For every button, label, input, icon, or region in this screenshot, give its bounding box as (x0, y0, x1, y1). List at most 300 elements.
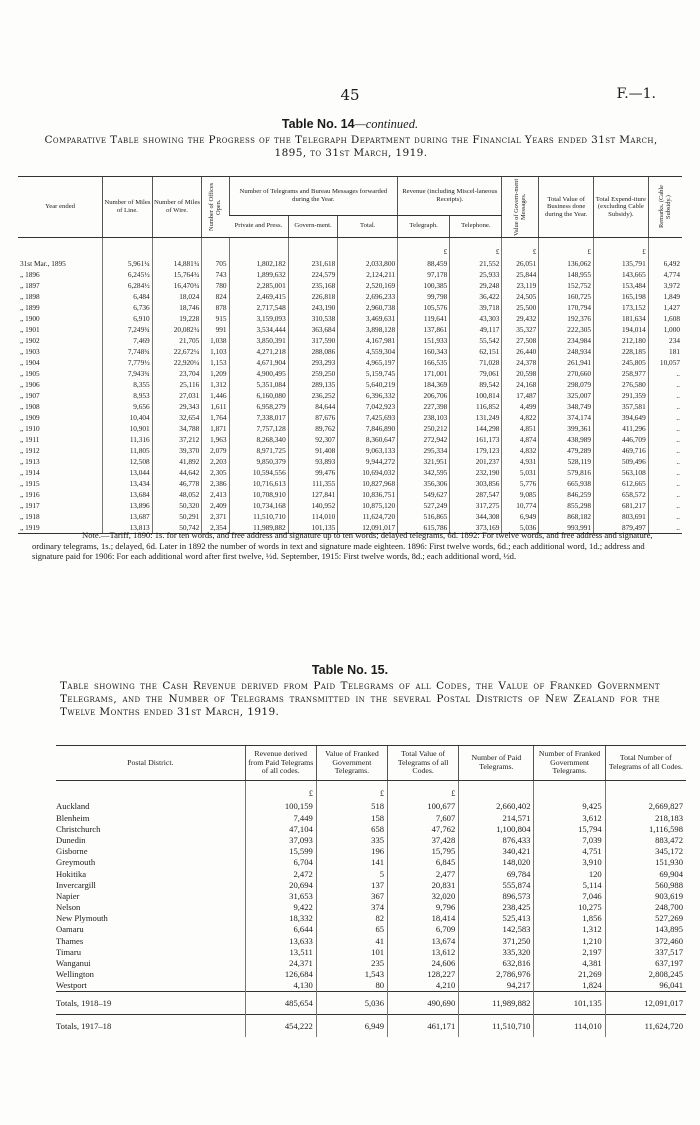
table-cell: 7,469 (103, 335, 153, 346)
col-paid-number: Number of Paid Telegrams. (459, 746, 534, 781)
table-row (18, 467, 682, 478)
table-cell: 114,010 (288, 511, 338, 522)
table-cell: 206,706 (398, 390, 450, 401)
table-cell: 137,861 (398, 324, 450, 335)
table-cell: 10,708,910 (229, 489, 288, 500)
table-cell: 3,898,128 (338, 324, 398, 335)
table-cell: 3,534,444 (229, 324, 288, 335)
units-row (56, 780, 686, 801)
totals-cell: 454,222 (245, 1014, 316, 1037)
table-cell: 563,108 (594, 467, 649, 478)
table-cell: 46,778 (152, 478, 202, 489)
table-cell: 2,413 (202, 489, 229, 500)
table-cell: 4,210 (388, 980, 459, 992)
table-cell: 111,355 (288, 478, 338, 489)
table-cell: 509,496 (594, 456, 649, 467)
table-cell: 32,020 (388, 890, 459, 901)
table-cell: 1,103 (202, 346, 229, 357)
table-cell: 13,612 (388, 946, 459, 957)
table-cell: 6,704 (245, 857, 316, 868)
table-cell: .. (648, 467, 682, 478)
totals-row (56, 991, 686, 1014)
table-cell: 345,172 (605, 846, 686, 857)
totals-cell: 6,949 (316, 1014, 387, 1037)
table-cell: 35,327 (502, 324, 539, 335)
table-cell: 7,425,693 (338, 412, 398, 423)
page-number: 45 (340, 86, 360, 104)
table-row (18, 401, 682, 412)
table-cell: 363,684 (288, 324, 338, 335)
table-row (56, 823, 686, 834)
table-cell: 13,674 (388, 935, 459, 946)
table-cell: 91,408 (288, 445, 338, 456)
table-cell: 4,271,218 (229, 346, 288, 357)
table-cell: .. (648, 478, 682, 489)
totals-cell: 114,010 (534, 1014, 605, 1037)
col-total-value: Total Value of Telegrams of all Codes. (388, 746, 459, 781)
unit: £ (245, 780, 316, 801)
table-cell: 321,951 (398, 456, 450, 467)
table-row (18, 423, 682, 434)
table-cell: 24,505 (502, 291, 539, 302)
table-cell: „ 1897 (20, 281, 40, 290)
table-cell: 214,571 (459, 812, 534, 823)
table15-caption: Table showing the Cash Revenue derived from Paid Telegrams of all Codes, the Value of Franked Government Telegrams, and the Number of Telegrams transmitted in the several Postal Districts of New Zealand for the Twelve Months ended 31st March, 1919. (60, 680, 660, 718)
table-cell: 100,814 (450, 390, 502, 401)
table-cell: „ 1907 (20, 391, 40, 400)
table-cell: 303,856 (450, 478, 502, 489)
table-cell: 2,033,800 (338, 258, 398, 269)
table-cell: 1,543 (316, 969, 387, 980)
table-cell: 8,971,725 (229, 445, 288, 456)
table-cell: 705 (202, 258, 229, 269)
table-cell: 10,275 (534, 901, 605, 912)
table-row (18, 313, 682, 324)
table-cell: 166,535 (398, 357, 450, 368)
table-cell: „ 1899 (20, 303, 40, 312)
table-cell: 135,791 (594, 258, 649, 269)
table-cell: 93,893 (288, 456, 338, 467)
table-cell: 261,941 (539, 357, 594, 368)
table-cell: 780 (202, 280, 229, 291)
table-cell: 23,119 (502, 280, 539, 291)
totals-cell: 11,624,720 (605, 1014, 686, 1037)
table-cell: 374,174 (539, 412, 594, 423)
table-cell: 238,103 (398, 412, 450, 423)
col-telegrams-group: Number of Telegrams and Bureau Messages forwarded during the Year. (229, 177, 398, 216)
table-cell: 579,816 (539, 467, 594, 478)
table-cell: 15,795 (388, 846, 459, 857)
table-cell: 17,487 (502, 390, 539, 401)
col-revenue-group: Revenue (including Miscel-laneous Receipts). (398, 177, 502, 216)
table-cell: .. (648, 445, 682, 456)
table-row (56, 868, 686, 879)
table-cell: 7,249¾ (103, 324, 153, 335)
table-cell: 153,484 (594, 280, 649, 291)
table-cell: 2,808,245 (605, 969, 686, 980)
table-cell: 991 (202, 324, 229, 335)
table-cell: 1,802,182 (229, 258, 288, 269)
table-row (56, 946, 686, 957)
table-cell: 335 (316, 834, 387, 845)
table-cell: 19,228 (152, 313, 202, 324)
table-cell: 4,559,304 (338, 346, 398, 357)
table-cell: 235 (316, 957, 387, 968)
col-miles-wire: Number of Miles of Wire. (152, 177, 202, 238)
table-cell: 438,989 (539, 434, 594, 445)
table-cell: 160,343 (398, 346, 450, 357)
table-cell: 10,774 (502, 500, 539, 511)
table-cell: 293,293 (288, 357, 338, 368)
table-cell: 518 (316, 801, 387, 812)
table-cell: 335,320 (459, 946, 534, 957)
table-cell: 2,354 (202, 522, 229, 534)
table-cell: 2,203 (202, 456, 229, 467)
table-cell: 27,508 (502, 335, 539, 346)
district-name: Christchurch (56, 823, 101, 834)
table-row (18, 379, 682, 390)
totals-cell: 490,690 (388, 991, 459, 1014)
table-cell: 234,984 (539, 335, 594, 346)
table-cell: 248,700 (605, 901, 686, 912)
table-cell: 5 (316, 868, 387, 879)
table-cell: 4,774 (648, 269, 682, 280)
table-row (18, 368, 682, 379)
table-cell: 1,312 (202, 379, 229, 390)
table-cell: 13,813 (103, 522, 153, 534)
col-revenue: Revenue derived from Paid Telegrams of all codes. (245, 746, 316, 781)
table-cell: „ 1914 (20, 468, 40, 477)
table-cell: 234 (648, 335, 682, 346)
table-row (18, 434, 682, 445)
table-cell: 356,306 (398, 478, 450, 489)
col-remarks-label: Remarks. (Cable Subsidy.) (658, 185, 673, 229)
table-cell: 99,476 (288, 467, 338, 478)
table-cell: 15,764¾ (152, 269, 202, 280)
unit: £ (594, 238, 649, 259)
table-cell: 6,709 (388, 924, 459, 935)
table-cell: 527,269 (605, 913, 686, 924)
table-cell: „ 1912 (20, 446, 40, 455)
unit: £ (398, 238, 450, 259)
table-cell: 1,871 (202, 423, 229, 434)
table-cell: 13,044 (103, 467, 153, 478)
table-row (18, 291, 682, 302)
table-cell: 100,159 (245, 801, 316, 812)
table-cell: 1,100,804 (459, 823, 534, 834)
table-cell: 310,538 (288, 313, 338, 324)
table-cell: 1,446 (202, 390, 229, 401)
table-cell: 9,085 (502, 489, 539, 500)
table-cell: 3,469,631 (338, 313, 398, 324)
table-cell: 4,822 (502, 412, 539, 423)
table-cell: 1,312 (534, 924, 605, 935)
table-cell: 36,422 (450, 291, 502, 302)
table-cell: 226,818 (288, 291, 338, 302)
table-cell: 4,851 (502, 423, 539, 434)
table-cell: 5,776 (502, 478, 539, 489)
table-cell: „ 1902 (20, 336, 40, 345)
table-cell: 140,952 (288, 500, 338, 511)
table-cell: 560,988 (605, 879, 686, 890)
table-cell: 148,020 (459, 857, 534, 868)
table-cell: 27,031 (152, 390, 202, 401)
table-cell: 222,305 (539, 324, 594, 335)
table-cell: 50,742 (152, 522, 202, 534)
table-cell: 1,963 (202, 434, 229, 445)
table-cell: 105,576 (398, 302, 450, 313)
table-cell: „ 1908 (20, 402, 40, 411)
table-cell: 173,152 (594, 302, 649, 313)
table-cell: 317,590 (288, 335, 338, 346)
table-cell: 101 (316, 946, 387, 957)
district-name: Napier (56, 890, 80, 901)
table-cell: 665,938 (539, 478, 594, 489)
table-cell: 18,746 (152, 302, 202, 313)
table-cell: 8,360,647 (338, 434, 398, 445)
table-cell: „ 1913 (20, 457, 40, 466)
table-cell: 192,376 (539, 313, 594, 324)
col-remarks (648, 177, 682, 238)
table-row (56, 801, 686, 812)
table-cell: 637,197 (605, 957, 686, 968)
table-cell: 212,180 (594, 335, 649, 346)
table-cell: 846,259 (539, 489, 594, 500)
table-cell: 876,433 (459, 834, 534, 845)
col-gov-messages-label: Value of Govern-ment Messages. (513, 178, 528, 236)
table-cell: 298,079 (539, 379, 594, 390)
table-cell: 25,844 (502, 269, 539, 280)
table-cell: 243,190 (288, 302, 338, 313)
table-cell: 50,291 (152, 511, 202, 522)
district-name: Thames (56, 935, 84, 946)
table-cell: 119,641 (398, 313, 450, 324)
table-cell: 11,624,720 (338, 511, 398, 522)
table-cell: 615,786 (398, 522, 450, 534)
table-row (56, 901, 686, 912)
district-name: Dunedin (56, 834, 86, 845)
table-row (18, 456, 682, 467)
table-cell: 868,182 (539, 511, 594, 522)
table-cell: 10,827,968 (338, 478, 398, 489)
table-cell: 37,428 (388, 834, 459, 845)
table-cell: 883,472 (605, 834, 686, 845)
table-cell: 10,694,032 (338, 467, 398, 478)
table-cell: 23,704 (152, 368, 202, 379)
table-cell: 18,024 (152, 291, 202, 302)
table-cell: 13,684 (103, 489, 153, 500)
table-cell: 245,805 (594, 357, 649, 368)
table-cell: 5,159,745 (338, 368, 398, 379)
table-cell: 743 (202, 269, 229, 280)
totals-label: Totals, 1917–18 (56, 1014, 245, 1037)
table-cell: 50,320 (152, 500, 202, 511)
table-cell: 152,752 (539, 280, 594, 291)
table-cell: .. (648, 368, 682, 379)
table-cell: 317,275 (450, 500, 502, 511)
table-cell: 7,042,923 (338, 401, 398, 412)
table-cell: 116,852 (450, 401, 502, 412)
table-cell: 5,961¼ (103, 258, 153, 269)
table-cell: 97,178 (398, 269, 450, 280)
table-cell: 803,691 (594, 511, 649, 522)
table-cell: 9,063,133 (338, 445, 398, 456)
table-cell: 22,920¼ (152, 357, 202, 368)
table-cell: 92,307 (288, 434, 338, 445)
table-cell: .. (648, 390, 682, 401)
table-cell: 44,642 (152, 467, 202, 478)
table-cell: 2,305 (202, 467, 229, 478)
table-cell: 47,104 (245, 823, 316, 834)
table-cell: 276,580 (594, 379, 649, 390)
table-row (18, 269, 682, 280)
table-row (18, 500, 682, 511)
table-cell: „ 1903 (20, 347, 40, 356)
table14-title (0, 117, 700, 132)
table-cell: 2,669,827 (605, 801, 686, 812)
table-cell: 9,944,272 (338, 456, 398, 467)
table-row (56, 879, 686, 890)
table-cell: 4,671,904 (229, 357, 288, 368)
table-cell: 158 (316, 812, 387, 823)
table-cell: 7,943¾ (103, 368, 153, 379)
table-cell: 915 (202, 313, 229, 324)
table-row (18, 280, 682, 291)
table-cell: 144,298 (450, 423, 502, 434)
table-cell: 248,934 (539, 346, 594, 357)
table-cell: 20,598 (502, 368, 539, 379)
unit: £ (316, 780, 387, 801)
table-cell: 7,338,017 (229, 412, 288, 423)
table-cell: 681,217 (594, 500, 649, 511)
table-cell: 4,874 (502, 434, 539, 445)
table-cell: 8,355 (103, 379, 153, 390)
table-cell: 100,385 (398, 280, 450, 291)
col-offices (202, 177, 229, 238)
totals-cell: 12,091,017 (605, 991, 686, 1014)
district-name: Wanganui (56, 958, 91, 968)
totals-cell: 11,510,710 (459, 1014, 534, 1037)
district-name: Auckland (56, 801, 90, 812)
table-cell: „ 1910 (20, 424, 40, 433)
table-cell: 4,167,981 (338, 335, 398, 346)
table-row (18, 357, 682, 368)
table-cell: „ 1917 (20, 501, 40, 510)
table-cell: 89,542 (450, 379, 502, 390)
table-row (18, 445, 682, 456)
table-cell: 658 (316, 823, 387, 834)
table-cell: 29,343 (152, 401, 202, 412)
unit: £ (388, 780, 459, 801)
table-cell: 2,371 (202, 511, 229, 522)
table-cell: 2,079 (202, 445, 229, 456)
table-cell: 372,460 (605, 935, 686, 946)
table-cell: 367 (316, 890, 387, 901)
table-cell: 6,484 (103, 291, 153, 302)
table-cell: 143,895 (605, 924, 686, 935)
table-cell: 291,359 (594, 390, 649, 401)
table-cell: 1,611 (202, 401, 229, 412)
table-cell: 6,284½ (103, 280, 153, 291)
table-cell: 55,542 (450, 335, 502, 346)
table-cell: 160,725 (539, 291, 594, 302)
table-cell: 181 (648, 346, 682, 357)
table-cell: 6,396,332 (338, 390, 398, 401)
table-cell: 896,573 (459, 890, 534, 901)
table-cell: 2,472 (245, 868, 316, 879)
table-cell: 6,910 (103, 313, 153, 324)
table-cell: 5,031 (502, 467, 539, 478)
col-miles-line: Number of Miles of Line. (103, 177, 153, 238)
table-cell: 7,449 (245, 812, 316, 823)
table-cell: „ 1911 (20, 435, 40, 444)
col-year: Year ended (18, 177, 103, 238)
table-cell: 10,836,751 (338, 489, 398, 500)
table-cell: 1,899,632 (229, 269, 288, 280)
table-cell: 1,764 (202, 412, 229, 423)
table-cell: 29,248 (450, 280, 502, 291)
table-cell: „ 1905 (20, 369, 40, 378)
table-cell: 20,831 (388, 879, 459, 890)
table-cell: 6,845 (388, 857, 459, 868)
table-cell: 24,168 (502, 379, 539, 390)
table-cell: 100,677 (388, 801, 459, 812)
table-cell: 10,594,556 (229, 467, 288, 478)
table-cell: 446,709 (594, 434, 649, 445)
table-cell: 99,798 (398, 291, 450, 302)
table-cell: 127,841 (288, 489, 338, 500)
table-cell: 6,644 (245, 924, 316, 935)
table-cell: 71,028 (450, 357, 502, 368)
table-cell: 4,832 (502, 445, 539, 456)
table-cell: 855,298 (539, 500, 594, 511)
table-cell: 549,627 (398, 489, 450, 500)
table-cell: 993,991 (539, 522, 594, 534)
table-cell: 4,965,197 (338, 357, 398, 368)
table-cell: 258,977 (594, 368, 649, 379)
table-cell: 7,846,890 (338, 423, 398, 434)
col-business: Total Value of Business done during the Year. (539, 177, 594, 238)
table-cell: 7,607 (388, 812, 459, 823)
table-cell: 88,459 (398, 258, 450, 269)
table-cell: 84,644 (288, 401, 338, 412)
table-cell: 62,151 (450, 346, 502, 357)
table-cell: 342,595 (398, 467, 450, 478)
table-cell: 325,007 (539, 390, 594, 401)
table-cell: „ 1906 (20, 380, 40, 389)
table-cell: 374 (316, 901, 387, 912)
table-cell: 344,308 (450, 511, 502, 522)
table-row (18, 324, 682, 335)
table-cell: 137 (316, 879, 387, 890)
col-total: Total. (338, 215, 398, 237)
page-reference: F.—1. (616, 86, 656, 102)
district-name: Oamaru (56, 924, 84, 935)
table-cell: 10,901 (103, 423, 153, 434)
table14-title-text: Table No. 14 (281, 117, 355, 131)
district-name: New Plymouth (56, 913, 108, 924)
table-cell: 143,665 (594, 269, 649, 280)
table-cell: 6,958,279 (229, 401, 288, 412)
table-cell: 201,237 (450, 456, 502, 467)
table-cell: 80 (316, 980, 387, 992)
table-row (56, 857, 686, 868)
table-cell: 1,608 (648, 313, 682, 324)
table-cell: .. (648, 434, 682, 445)
table-cell: 184,369 (398, 379, 450, 390)
table-cell: .. (648, 511, 682, 522)
table-cell: 1,427 (648, 302, 682, 313)
